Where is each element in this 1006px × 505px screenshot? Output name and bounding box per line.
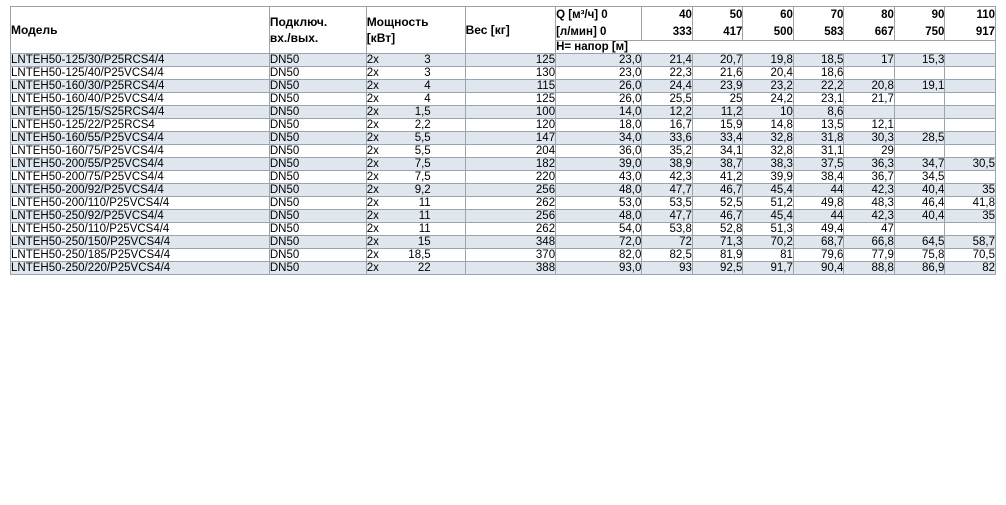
cell-head-0: 23,0 (556, 54, 642, 67)
header-flow-col-4-m3h: 80 (881, 9, 894, 21)
cell-weight: 100 (465, 106, 556, 119)
cell-power-value: 22 (417, 262, 431, 275)
cell-head-0: 82,0 (556, 249, 642, 262)
cell-power-value: 2,2 (414, 119, 431, 132)
cell-power-value: 5,5 (414, 145, 431, 158)
cell-head-5: 30,3 (844, 132, 895, 145)
cell-connection: DN50 (269, 210, 366, 223)
cell-head-6 (894, 145, 945, 158)
cell-power (366, 171, 465, 184)
cell-head-0: 39,0 (556, 158, 642, 171)
table-header (11, 7, 996, 54)
cell-head-2: 46,7 (692, 210, 743, 223)
header-flow-col-0 (642, 7, 693, 41)
table-row (11, 262, 996, 275)
cell-weight: 370 (465, 249, 556, 262)
cell-head-2: 81,9 (692, 249, 743, 262)
cell-head-5: 36,7 (844, 171, 895, 184)
header-flow-col-3-m3h: 70 (830, 9, 844, 21)
cell-head-7 (945, 119, 996, 132)
cell-head-4: 44 (793, 210, 844, 223)
header-flow-col-1-lmin: 417 (723, 25, 743, 38)
table-row (11, 93, 996, 106)
cell-connection: DN50 (269, 197, 366, 210)
cell-power-multiplier: 2x (366, 171, 379, 184)
cell-power-multiplier: 2x (366, 249, 379, 262)
table-row (11, 223, 996, 236)
cell-head-6: 34,7 (894, 158, 945, 171)
table-row (11, 119, 996, 132)
cell-power-value: 18,5 (408, 249, 431, 262)
cell-weight: 256 (465, 184, 556, 197)
cell-power-multiplier: 2x (366, 80, 379, 93)
cell-power (366, 67, 465, 80)
cell-power (366, 119, 465, 132)
table-row (11, 197, 996, 210)
cell-head-1: 53,8 (642, 223, 693, 236)
header-flow-col-6-m3h: 110 (976, 9, 995, 21)
cell-head-7 (945, 80, 996, 93)
cell-model: LNTEH50-200/92/P25VCS4/4 (11, 184, 270, 197)
cell-power (366, 249, 465, 262)
cell-head-5: 48,3 (844, 197, 895, 210)
cell-head-7 (945, 93, 996, 106)
cell-head-0: 14,0 (556, 106, 642, 119)
cell-head-2: 71,3 (692, 236, 743, 249)
header-flow-col-2 (743, 7, 794, 41)
cell-head-6: 64,5 (894, 236, 945, 249)
cell-head-7: 70,5 (945, 249, 996, 262)
cell-weight: 115 (465, 80, 556, 93)
cell-power-multiplier: 2x (366, 119, 379, 132)
cell-weight: 220 (465, 171, 556, 184)
cell-power-multiplier: 2x (366, 210, 379, 223)
cell-head-1: 82,5 (642, 249, 693, 262)
table-row (11, 132, 996, 145)
header-flow-col-3 (793, 7, 844, 41)
cell-power-multiplier: 2x (366, 158, 379, 171)
cell-head-2: 52,5 (692, 197, 743, 210)
header-flow-m3h: Q [м³/ч] 0 (556, 9, 608, 21)
cell-head-4: 22,2 (793, 80, 844, 93)
cell-connection: DN50 (269, 158, 366, 171)
cell-power-value: 7,5 (414, 158, 431, 171)
cell-head-5: 17 (844, 54, 895, 67)
header-flow-lmin: [л/мин] 0 (556, 25, 607, 38)
cell-head-1: 53,5 (642, 197, 693, 210)
cell-head-3: 45,4 (743, 210, 794, 223)
cell-head-1: 47,7 (642, 210, 693, 223)
table-body (11, 54, 996, 275)
cell-head-7: 35 (945, 184, 996, 197)
cell-power-multiplier: 2x (366, 67, 379, 80)
cell-head-6: 15,3 (894, 54, 945, 67)
cell-connection: DN50 (269, 249, 366, 262)
cell-power-multiplier: 2x (366, 93, 379, 106)
cell-head-3: 39,9 (743, 171, 794, 184)
cell-head-6: 46,4 (894, 197, 945, 210)
cell-connection: DN50 (269, 262, 366, 275)
cell-head-4: 68,7 (793, 236, 844, 249)
cell-head-6 (894, 223, 945, 236)
table-row (11, 184, 996, 197)
cell-model: LNTEH50-250/110/P25VCS4/4 (11, 223, 270, 236)
table-row (11, 80, 996, 93)
header-power-line1: Мощность (366, 14, 429, 29)
cell-head-1: 47,7 (642, 184, 693, 197)
cell-head-1: 38,9 (642, 158, 693, 171)
cell-head-7 (945, 171, 996, 184)
table-row (11, 54, 996, 67)
cell-head-5: 36,3 (844, 158, 895, 171)
cell-head-0: 43,0 (556, 171, 642, 184)
cell-head-6: 86,9 (894, 262, 945, 275)
cell-weight: 262 (465, 197, 556, 210)
header-flow-col-6 (945, 7, 996, 41)
header-model: Модель (11, 7, 270, 54)
cell-head-0: 26,0 (556, 93, 642, 106)
cell-connection: DN50 (269, 132, 366, 145)
pump-specification-table (10, 6, 996, 275)
cell-head-4: 90,4 (793, 262, 844, 275)
cell-power (366, 210, 465, 223)
cell-head-7: 41,8 (945, 197, 996, 210)
cell-power-multiplier: 2x (366, 236, 379, 249)
cell-head-4: 44 (793, 184, 844, 197)
cell-model: LNTEH50-200/75/P25VCS4/4 (11, 171, 270, 184)
cell-head-0: 26,0 (556, 80, 642, 93)
cell-head-3: 19,8 (743, 54, 794, 67)
cell-head-1: 72 (642, 236, 693, 249)
cell-head-5: 42,3 (844, 210, 895, 223)
cell-power (366, 197, 465, 210)
cell-head-6: 40,4 (894, 184, 945, 197)
cell-head-6: 75,8 (894, 249, 945, 262)
cell-weight: 125 (465, 93, 556, 106)
cell-head-1: 35,2 (642, 145, 693, 158)
table-row (11, 145, 996, 158)
cell-head-5: 20,8 (844, 80, 895, 93)
cell-power (366, 80, 465, 93)
cell-model: LNTEH50-125/22/P25RCS4 (11, 119, 270, 132)
cell-head-2: 34,1 (692, 145, 743, 158)
cell-head-0: 18,0 (556, 119, 642, 132)
cell-head-2: 21,6 (692, 67, 743, 80)
cell-head-3: 23,2 (743, 80, 794, 93)
cell-head-6 (894, 67, 945, 80)
cell-head-7 (945, 106, 996, 119)
cell-weight: 348 (465, 236, 556, 249)
cell-head-4: 31,8 (793, 132, 844, 145)
cell-power (366, 184, 465, 197)
header-flow-col-3-lmin: 583 (824, 25, 844, 38)
cell-head-3: 91,7 (743, 262, 794, 275)
cell-head-7 (945, 54, 996, 67)
cell-head-3: 51,3 (743, 223, 794, 236)
cell-weight: 256 (465, 210, 556, 223)
cell-head-6: 28,5 (894, 132, 945, 145)
cell-head-0: 48,0 (556, 210, 642, 223)
cell-power (366, 106, 465, 119)
cell-connection: DN50 (269, 171, 366, 184)
cell-head-6 (894, 119, 945, 132)
header-flow-col-0-m3h: 40 (679, 9, 692, 21)
header-flow-unit (556, 7, 642, 41)
cell-weight: 125 (465, 54, 556, 67)
table-row (11, 158, 996, 171)
cell-head-0: 36,0 (556, 145, 642, 158)
cell-power-value: 1,5 (414, 106, 431, 119)
cell-power-value: 7,5 (414, 171, 431, 184)
cell-head-4: 79,6 (793, 249, 844, 262)
cell-power (366, 158, 465, 171)
cell-head-4: 38,4 (793, 171, 844, 184)
cell-weight: 147 (465, 132, 556, 145)
cell-head-5: 88,8 (844, 262, 895, 275)
cell-head-3: 45,4 (743, 184, 794, 197)
cell-head-0: 72,0 (556, 236, 642, 249)
cell-head-7 (945, 223, 996, 236)
cell-model: LNTEH50-200/110/P25VCS4/4 (11, 197, 270, 210)
table-row (11, 106, 996, 119)
cell-head-1: 33,6 (642, 132, 693, 145)
header-flow-col-2-m3h: 60 (780, 9, 793, 21)
cell-head-7: 82 (945, 262, 996, 275)
cell-head-2: 15,9 (692, 119, 743, 132)
cell-head-1: 16,7 (642, 119, 693, 132)
cell-head-4: 49,4 (793, 223, 844, 236)
header-connection-line2: вх./вых. (269, 31, 319, 46)
cell-head-0: 54,0 (556, 223, 642, 236)
table-row (11, 171, 996, 184)
cell-power-value: 3 (424, 54, 431, 67)
cell-connection: DN50 (269, 119, 366, 132)
cell-weight: 120 (465, 119, 556, 132)
cell-connection: DN50 (269, 67, 366, 80)
cell-head-3: 24,2 (743, 93, 794, 106)
cell-power-value: 9,2 (414, 184, 431, 197)
cell-weight: 262 (465, 223, 556, 236)
cell-head-5 (844, 106, 895, 119)
cell-model: LNTEH50-250/150/P25VCS4/4 (11, 236, 270, 249)
cell-power (366, 132, 465, 145)
header-flow-col-5-lmin: 750 (925, 25, 945, 38)
cell-head-7 (945, 132, 996, 145)
cell-weight: 130 (465, 67, 556, 80)
header-flow-col-5-m3h: 90 (931, 9, 945, 21)
cell-power-value: 11 (418, 197, 431, 210)
cell-head-7: 35 (945, 210, 996, 223)
cell-connection: DN50 (269, 223, 366, 236)
cell-head-1: 22,3 (642, 67, 693, 80)
cell-weight: 182 (465, 158, 556, 171)
cell-head-2: 25 (692, 93, 743, 106)
cell-head-7 (945, 145, 996, 158)
cell-head-5: 42,3 (844, 184, 895, 197)
cell-head-0: 34,0 (556, 132, 642, 145)
table-row (11, 236, 996, 249)
cell-head-3: 20,4 (743, 67, 794, 80)
cell-head-5: 47 (844, 223, 895, 236)
cell-head-4: 18,5 (793, 54, 844, 67)
cell-head-3: 14,8 (743, 119, 794, 132)
cell-power (366, 145, 465, 158)
cell-model: LNTEH50-160/75/P25VCS4/4 (11, 145, 270, 158)
cell-power-multiplier: 2x (366, 223, 379, 236)
cell-head-2: 41,2 (692, 171, 743, 184)
cell-head-7: 30,5 (945, 158, 996, 171)
cell-power-value: 15 (417, 236, 431, 249)
cell-head-6: 19,1 (894, 80, 945, 93)
header-row-main (11, 7, 996, 41)
cell-head-1: 12,2 (642, 106, 693, 119)
cell-head-4: 23,1 (793, 93, 844, 106)
cell-power-value: 11 (418, 210, 431, 223)
header-flow-col-4-lmin: 667 (874, 25, 894, 38)
table-row (11, 249, 996, 262)
cell-head-5: 29 (844, 145, 895, 158)
cell-head-0: 48,0 (556, 184, 642, 197)
cell-connection: DN50 (269, 106, 366, 119)
cell-model: LNTEH50-250/220/P25VCS4/4 (11, 262, 270, 275)
header-flow-col-5 (894, 7, 945, 41)
cell-head-5: 21,7 (844, 93, 895, 106)
cell-power-multiplier: 2x (366, 184, 379, 197)
cell-head-5: 66,8 (844, 236, 895, 249)
header-connection (269, 7, 366, 54)
cell-power-value: 4 (424, 80, 431, 93)
cell-head-6 (894, 106, 945, 119)
header-weight: Вес [кг] (465, 7, 556, 54)
cell-power-value: 5,5 (414, 132, 431, 145)
cell-connection: DN50 (269, 184, 366, 197)
cell-power-multiplier: 2x (366, 197, 379, 210)
cell-power (366, 223, 465, 236)
cell-connection: DN50 (269, 145, 366, 158)
cell-head-3: 10 (743, 106, 794, 119)
cell-weight: 388 (465, 262, 556, 275)
cell-head-5 (844, 67, 895, 80)
cell-model: LNTEH50-160/30/P25RCS4/4 (11, 80, 270, 93)
cell-head-7 (945, 67, 996, 80)
cell-head-3: 38,3 (743, 158, 794, 171)
cell-power-multiplier: 2x (366, 145, 379, 158)
cell-head-1: 25,5 (642, 93, 693, 106)
cell-head-2: 11,2 (692, 106, 743, 119)
cell-head-3: 70,2 (743, 236, 794, 249)
cell-head-5: 77,9 (844, 249, 895, 262)
cell-model: LNTEH50-250/185/P25VCS4/4 (11, 249, 270, 262)
cell-head-1: 24,4 (642, 80, 693, 93)
header-flow-col-4 (844, 7, 895, 41)
cell-head-5: 12,1 (844, 119, 895, 132)
cell-head-4: 31,1 (793, 145, 844, 158)
header-napor: H= напор [м] (556, 41, 996, 54)
header-power-line2: [кВт] (366, 31, 396, 46)
cell-connection: DN50 (269, 80, 366, 93)
cell-power-multiplier: 2x (366, 54, 379, 67)
header-flow-col-0-lmin: 333 (672, 25, 692, 38)
table-row (11, 67, 996, 80)
cell-head-2: 38,7 (692, 158, 743, 171)
cell-head-3: 32,8 (743, 132, 794, 145)
cell-model: LNTEH50-125/30/P25RCS4/4 (11, 54, 270, 67)
cell-head-6 (894, 93, 945, 106)
header-flow-col-1 (692, 7, 743, 41)
cell-head-0: 53,0 (556, 197, 642, 210)
cell-power (366, 262, 465, 275)
header-flow-col-6-lmin: 917 (975, 25, 995, 38)
cell-head-2: 52,8 (692, 223, 743, 236)
cell-connection: DN50 (269, 93, 366, 106)
cell-head-2: 33,4 (692, 132, 743, 145)
cell-model: LNTEH50-160/55/P25VCS4/4 (11, 132, 270, 145)
cell-power-value: 4 (424, 93, 431, 106)
header-flow-col-2-lmin: 500 (773, 25, 793, 38)
cell-head-4: 18,6 (793, 67, 844, 80)
cell-head-2: 23,9 (692, 80, 743, 93)
cell-head-0: 93,0 (556, 262, 642, 275)
cell-power-multiplier: 2x (366, 106, 379, 119)
cell-head-3: 32,8 (743, 145, 794, 158)
cell-head-4: 8,6 (793, 106, 844, 119)
header-connection-line1: Подключ. (269, 14, 328, 29)
cell-model: LNTEH50-125/40/P25VCS4/4 (11, 67, 270, 80)
cell-head-3: 51,2 (743, 197, 794, 210)
cell-head-1: 21,4 (642, 54, 693, 67)
cell-weight: 204 (465, 145, 556, 158)
cell-head-4: 49,8 (793, 197, 844, 210)
cell-head-2: 46,7 (692, 184, 743, 197)
cell-power-multiplier: 2x (366, 262, 379, 275)
header-flow-col-1-m3h: 50 (729, 9, 743, 21)
table-row (11, 210, 996, 223)
cell-head-0: 23,0 (556, 67, 642, 80)
cell-head-4: 13,5 (793, 119, 844, 132)
cell-head-4: 37,5 (793, 158, 844, 171)
cell-connection: DN50 (269, 236, 366, 249)
cell-head-3: 81 (743, 249, 794, 262)
cell-model: LNTEH50-160/40/P25VCS4/4 (11, 93, 270, 106)
cell-power (366, 93, 465, 106)
cell-power-multiplier: 2x (366, 132, 379, 145)
cell-head-1: 42,3 (642, 171, 693, 184)
cell-power-value: 11 (418, 223, 431, 236)
cell-connection: DN50 (269, 54, 366, 67)
cell-power (366, 236, 465, 249)
header-power (366, 7, 465, 54)
cell-head-7: 58,7 (945, 236, 996, 249)
cell-head-6: 40,4 (894, 210, 945, 223)
cell-power-value: 3 (424, 67, 431, 80)
cell-model: LNTEH50-125/15/S25RCS4/4 (11, 106, 270, 119)
cell-head-2: 92,5 (692, 262, 743, 275)
cell-model: LNTEH50-200/55/P25VCS4/4 (11, 158, 270, 171)
cell-head-6: 34,5 (894, 171, 945, 184)
cell-head-2: 20,7 (692, 54, 743, 67)
cell-power (366, 54, 465, 67)
cell-model: LNTEH50-250/92/P25VCS4/4 (11, 210, 270, 223)
cell-head-1: 93 (642, 262, 693, 275)
